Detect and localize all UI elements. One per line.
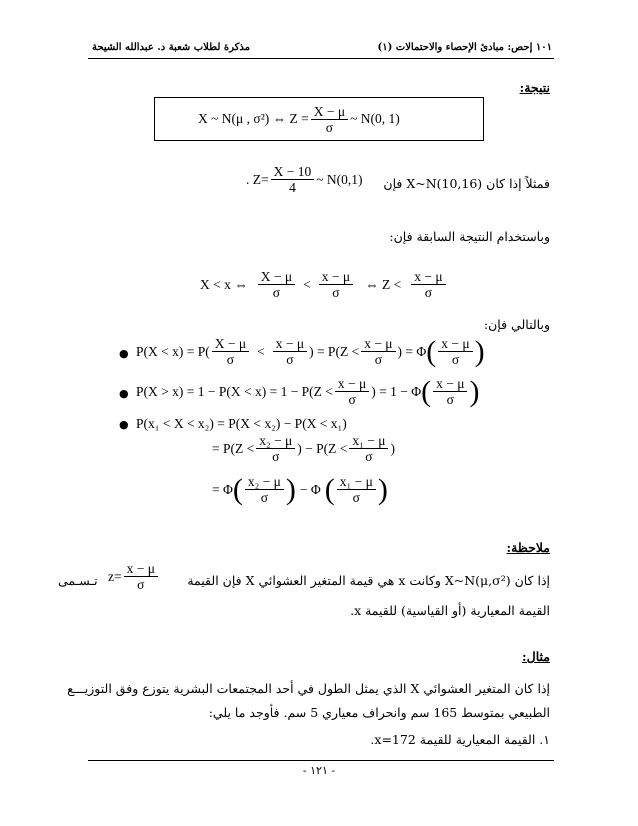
note-line1: إذا كان X~N(μ,σ²) وكانت x هي قيمة المتغير العشوائي X فإن القيمة	[187, 573, 550, 588]
page-number: - ١٢١ -	[302, 764, 336, 777]
header-left: مذكرة لطلاب شعبة د. عبدالله الشيحة	[92, 42, 250, 53]
note-line2: القيمة المعيارية (أو القياسية) للقيمة x.	[350, 603, 550, 618]
example1-fraction: $\frac{X - 10}{4}$	[271, 164, 315, 195]
note-called: تـسـمى	[58, 573, 98, 588]
header-rule	[88, 58, 554, 59]
inequality-chain: X < x ⇔ $\frac{X - \mu}{\sigma}$ < $\frac{x - \mu}{\sigma}$ ⇔ Z < $\frac{x - \mu}{\sigma}$	[200, 269, 448, 300]
formula-4: = P(Z < $\frac{\text{x₂ − μ}}{\sigma}$ ) − P(Z < $\frac{\text{x₁ − μ}}{\sigma}$ )	[212, 433, 395, 464]
formula-5: = Φ ( $\frac{\text{x₂ − μ}}{\sigma}$ ) − Φ ( $\frac{\text{x₁ − μ}}{\sigma}$ )	[212, 472, 388, 506]
example-item1: ١. القيمة المعيارية للقيمة x=172.	[370, 732, 550, 747]
result-formula	[198, 102, 400, 136]
result-fraction: $\frac{X - \mu}{\sigma}$	[311, 104, 348, 135]
formula-1: P(X < x) = P( $\frac{X - \mu}{\sigma}$ < $\frac{x - \mu}{\sigma}$ ) = P(Z < $\frac{x - \mu}{\sigma}$ ) = Φ ( $\frac{x - \mu}{\sigma}$ )	[136, 334, 485, 368]
bullet-2: ●	[119, 387, 129, 400]
note-heading: ملاحظة:	[506, 540, 550, 555]
using-text: وباستخدام النتيجة السابقة فإن:	[389, 229, 550, 244]
example-line1: إذا كان المتغير العشوائي X الذي يمثل الطول في أحد المجتمعات البشرية يتوزع وفق التوزيـــع	[67, 681, 550, 696]
example-heading: مثال:	[522, 649, 550, 664]
formula-3: P(x₁ < X < x₂) = P(X < x₂) − P(X < x₁)	[136, 416, 347, 431]
result-box-right: ~ N(0, 1)	[350, 111, 400, 126]
footer-rule	[88, 760, 554, 761]
result-box-left: X ~ N(μ , σ²) ⇔ Z =	[198, 111, 309, 126]
therefore-text: وبالتالي فإن:	[483, 317, 550, 332]
header-right: ١٠١ إحص: مبادئ الإحصاء والاحتمالات (١)	[377, 42, 552, 53]
example1-text: فمثلاً إذا كان X~N(10,16) فإن	[383, 176, 550, 191]
example-line2: الطبيعي بمتوسط 165 سم وانحراف معياري 5 سم. فأوجد ما يلي:	[208, 705, 550, 720]
bullet-3: ●	[119, 418, 129, 431]
note-zscore: z= $\frac{x - \mu}{\sigma}$	[108, 561, 160, 592]
example1-formula: . Z= $\frac{X - 10}{4}$ ~ N(0,1)	[246, 164, 363, 195]
bullet-1: ●	[119, 347, 129, 360]
result-heading: نتيجة:	[519, 80, 550, 95]
formula-2: P(X > x) = 1 − P(X < x) = 1 − P(Z < $\frac{x - \mu}{\sigma}$ ) = 1 − Φ ( $\frac{x - \mu}{\sigma}$ )	[136, 374, 480, 408]
